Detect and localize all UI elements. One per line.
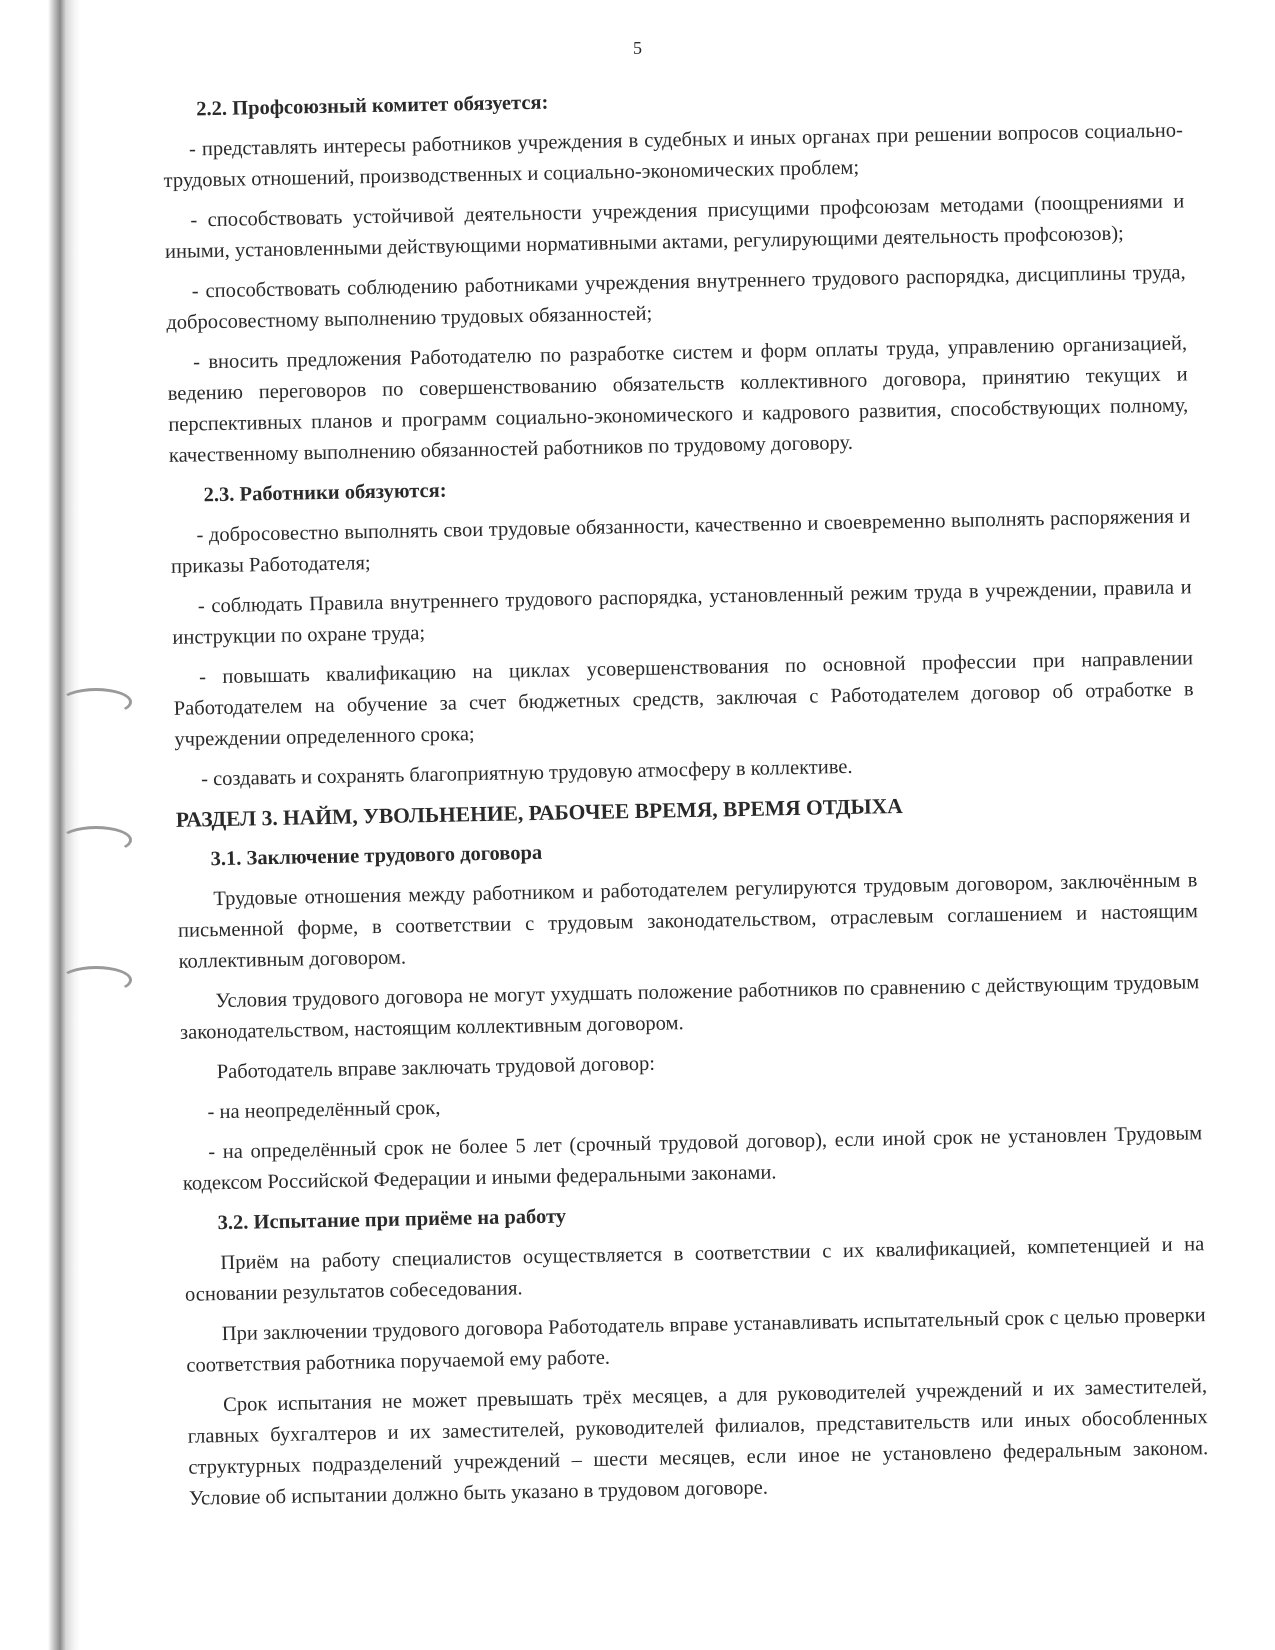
document-body [162, 75, 1209, 1523]
binding-ring [60, 826, 132, 854]
paragraph: Работодатель вправе заключать трудовой договор: [216, 1052, 656, 1084]
section-heading: 2.2. Профсоюзный комитет обязуется: [196, 91, 549, 121]
paragraph: Срок испытания не может превышать трёх месяцев, а для руководителей учреждений и их заместителей, главных бухгалтеров и их заместителей, руководителей филиалов, представительств или иных обособленных структурных подразделений учреждений – шести месяцев, если иное не установлено федеральным законом. Условие об испытании должно быть указано в трудовом договоре. [187, 1375, 1209, 1510]
list-item: - способствовать соблюдению работниками учреждения внутреннего трудового распорядка, дисциплины труда, добросовестному выполнению трудовых обязанностей; [166, 261, 1186, 334]
paragraph: При заключении трудового договора Работодатель вправе устанавливать испытательный срок с целью проверки соответствия работника поручаемой ему работе. [186, 1304, 1206, 1377]
list-item: - соблюдать Правила внутреннего трудового распорядка, установленный режим труда в учреждении, правила и инструкции по охране труда; [172, 576, 1192, 649]
list-item: - на неопределённый срок, [207, 1096, 441, 1124]
paragraph: Условия трудового договора не могут ухудшать положение работников по сравнению с действующим трудовым законодательством, настоящим коллективным договором. [179, 971, 1200, 1044]
list-item: - добросовестно выполнять свои трудовые обязанности, качественно и своевременно выполнять распоряжения и приказы Работодателя; [170, 505, 1191, 578]
binding-ring [60, 966, 132, 994]
list-item: - представлять интересы работников учреждения в судебных и иных органах при решении вопросов социально-трудовых отношений, производственных и социально-экономических проблем; [163, 119, 1184, 192]
paragraph: Трудовые отношения между работником и работодателем регулируются трудовым договором, заключённым в письменной форме, в соответствии с трудовым законодательством, отраслевым соглашением и настоящим коллективным договором. [177, 869, 1199, 973]
chapter-title: РАЗДЕЛ 3. НАЙМ, УВОЛЬНЕНИЕ, РАБОЧЕЕ ВРЕМЯ, ВРЕМЯ ОТДЫХА [175, 793, 903, 832]
list-item: - вносить предложения Работодателю по разработке систем и форм оплаты труда, управлению организацией, ведению переговоров по совершенствованию обязательств коллективного договора, принятию текущих и перспективных планов и программ социально-экономического и кадрового развития, способствующих полному, качественному выполнению обязанностей работников по трудовому договору. [167, 332, 1189, 467]
list-item: - способствовать устойчивой деятельности учреждения присущими профсоюзам методами (поощрениями и иными, установленными действующими нормативными актами, регулирующими деятельность профсоюзов); [164, 190, 1185, 263]
section-heading: 3.2. Испытание при приёме на работу [217, 1205, 567, 1235]
list-item: - создавать и сохранять благоприятную трудовую атмосферу в коллективе. [200, 755, 853, 791]
paragraph: Приём на работу специалистов осуществляется в соответствии с их квалификацией, компетенцией и на основании результатов собеседования. [184, 1233, 1205, 1306]
list-item: - на определённый срок не более 5 лет (срочный трудовой договор), если иной срок не установлен Трудовым кодексом Российской Федерации и иными федеральными законами. [182, 1122, 1203, 1195]
list-item: - повышать квалификацию на циклах усовершенствования по основной профессии при направлении Работодателем на обучение за счет бюджетных средств, заключая с Работодателем договор об отработке в учреждении определенного срока; [173, 647, 1194, 751]
section-heading: 3.1. Заключение трудового договора [210, 841, 543, 871]
binding-edge [0, 0, 80, 1650]
section-heading: 2.3. Работники обязуются: [203, 479, 447, 507]
page-number: 5 [633, 38, 642, 58]
binding-ring [60, 688, 132, 716]
